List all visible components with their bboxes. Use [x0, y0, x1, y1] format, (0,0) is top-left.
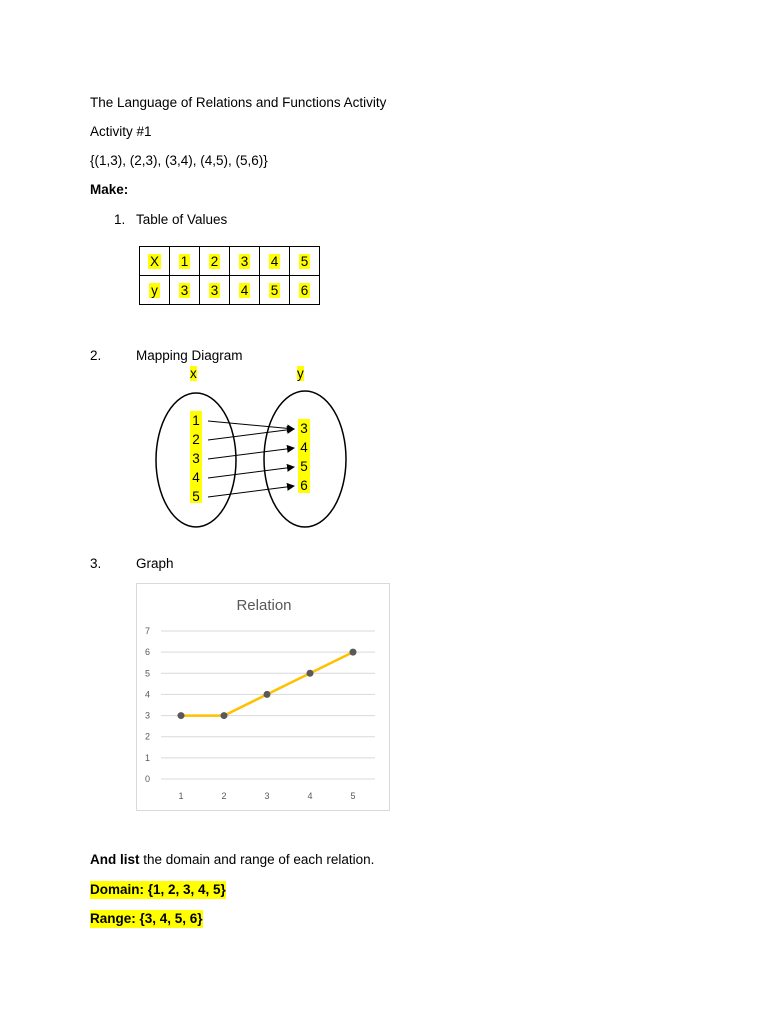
table-cell: X — [140, 247, 170, 276]
range-value: 5 — [300, 459, 308, 474]
domain-value: 4 — [192, 470, 200, 485]
table-cell: 3 — [230, 247, 260, 276]
domain-value: 5 — [192, 489, 200, 504]
y-tick-label: 7 — [144, 626, 150, 636]
x-tick-label: 2 — [221, 791, 227, 801]
mapping-arrow — [208, 467, 294, 478]
x-tick-label: 5 — [350, 791, 356, 801]
chart-title: Relation — [236, 597, 292, 614]
mapping-y-label: y — [297, 366, 304, 381]
x-tick-label: 3 — [264, 791, 270, 801]
table-cell: 4 — [260, 247, 290, 276]
data-point — [178, 712, 185, 719]
item3-label: Graph — [136, 556, 174, 571]
y-tick-label: 2 — [144, 731, 150, 742]
table-cell: 4 — [230, 276, 260, 305]
mapping-x-label: x — [190, 366, 197, 381]
table-cell: 3 — [170, 276, 200, 305]
document-title: The Language of Relations and Functions Activity — [90, 95, 387, 110]
data-point — [264, 691, 271, 698]
table-cell: 1 — [170, 247, 200, 276]
table-cell: 6 — [290, 276, 320, 305]
list-bold: And list — [90, 852, 140, 867]
table-cell: 3 — [200, 276, 230, 305]
data-point — [350, 649, 357, 656]
item3-number: 3. — [90, 556, 102, 571]
range-value: 4 — [300, 440, 308, 455]
table-cell: 2 — [200, 247, 230, 276]
table-cell: 5 — [290, 247, 320, 276]
mapping-arrow — [208, 486, 294, 497]
chart-series-line — [181, 652, 353, 715]
chart-points — [178, 649, 357, 719]
relation-chart — [136, 583, 390, 811]
data-point — [307, 670, 314, 677]
list-instruction — [90, 851, 374, 869]
item1-label: Table of Values — [136, 212, 228, 227]
table-of-values — [139, 246, 320, 305]
chart-svg — [137, 584, 389, 810]
chart-grid — [161, 631, 375, 779]
domain-value: 2 — [192, 432, 200, 447]
table-row-y — [140, 276, 320, 305]
range-answer: Range: {3, 4, 5, 6} — [90, 911, 203, 926]
y-tick-label: 0 — [144, 774, 150, 784]
domain-value: 1 — [192, 413, 200, 428]
domain-value: 3 — [192, 451, 200, 466]
y-tick-label: 3 — [144, 710, 150, 721]
y-tick-label: 5 — [144, 668, 150, 679]
x-tick-label: 1 — [178, 791, 184, 801]
mapping-arrow — [208, 448, 294, 459]
chart-y-ticks — [145, 626, 150, 784]
list-rest: the domain and range of each relation. — [139, 852, 375, 867]
item1-number: 1. — [114, 212, 126, 227]
range-value: 6 — [300, 478, 308, 493]
relation-set: {(1,3), (2,3), (3,4), (4,5), (5,6)} — [90, 153, 268, 168]
mapping-diagram — [140, 380, 360, 540]
mapping-arrows — [208, 421, 294, 497]
y-tick-label: 1 — [144, 752, 150, 763]
range-value: 3 — [300, 421, 308, 436]
y-tick-label: 4 — [144, 689, 150, 700]
table-cell: y — [140, 276, 170, 305]
mapping-arrow — [208, 421, 294, 429]
x-tick-label: 4 — [307, 791, 313, 801]
domain-answer: Domain: {1, 2, 3, 4, 5} — [90, 882, 226, 897]
make-heading: Make: — [90, 182, 129, 197]
activity-heading: Activity #1 — [90, 124, 152, 139]
table-cell: 5 — [260, 276, 290, 305]
table-row-x — [140, 247, 320, 276]
item2-label: Mapping Diagram — [136, 348, 243, 363]
item2-number: 2. — [90, 348, 102, 363]
y-tick-label: 6 — [144, 647, 150, 658]
chart-x-ticks — [178, 791, 355, 801]
mapping-arrow — [208, 429, 294, 440]
data-point — [221, 712, 228, 719]
